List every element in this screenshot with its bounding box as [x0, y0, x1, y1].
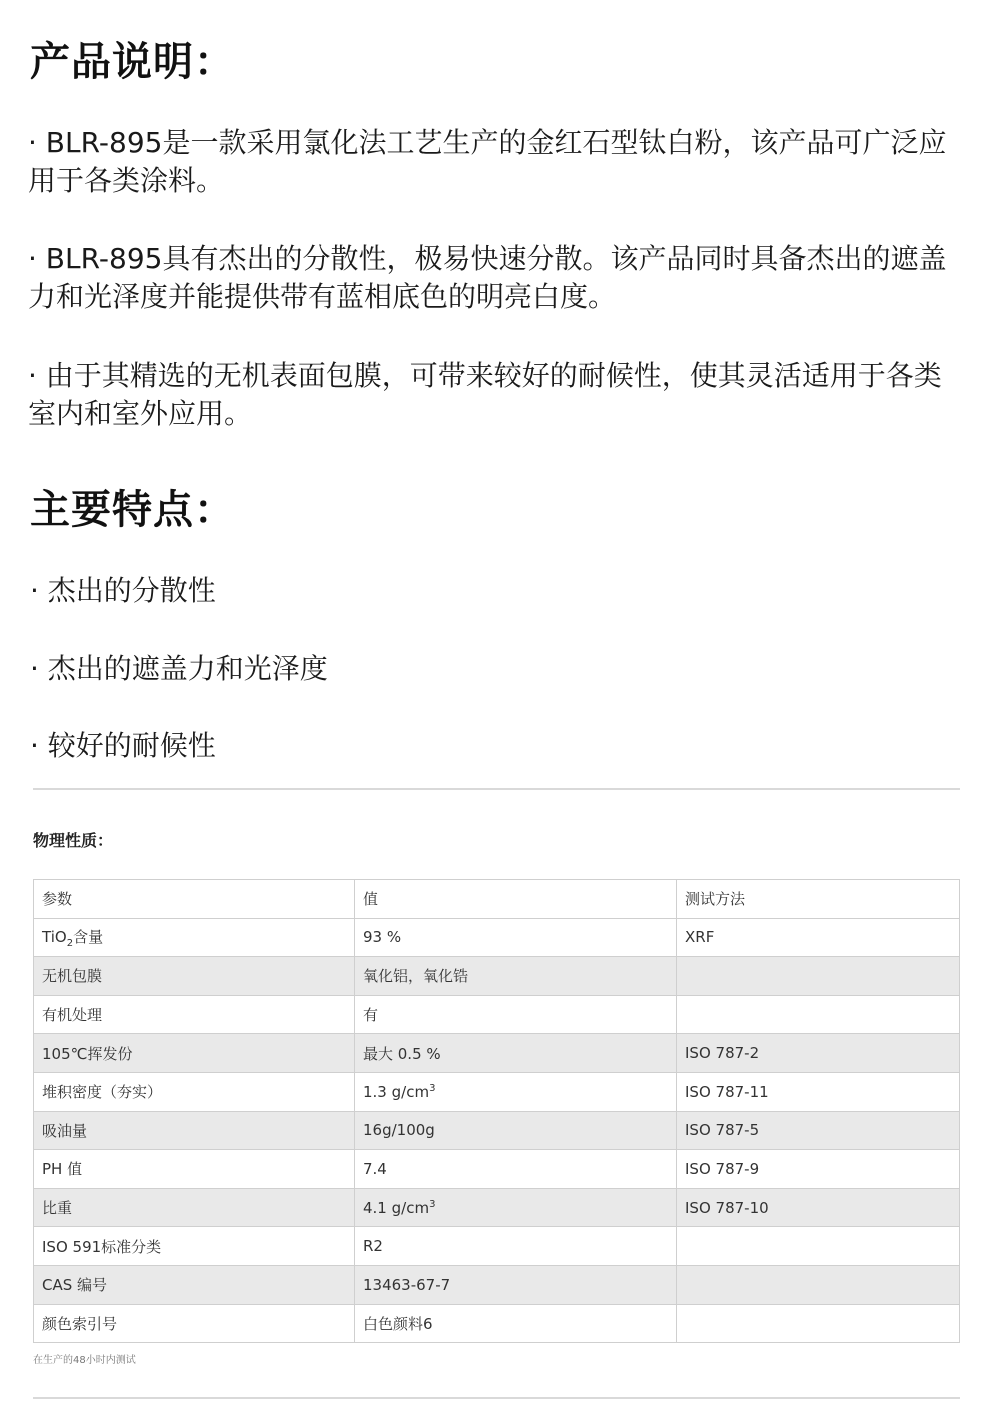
table-row	[34, 957, 960, 996]
method-cell: ISO 787-9	[677, 1150, 960, 1189]
param-cell: 有机处理	[34, 995, 355, 1034]
method-cell	[677, 1265, 960, 1304]
value-cell: 16g/100g	[355, 1111, 677, 1150]
value-cell: 氧化铝，氧化锆	[355, 957, 677, 996]
table-header-row	[34, 880, 960, 919]
table-row	[34, 1072, 960, 1111]
table-row	[34, 1304, 960, 1343]
table-row	[34, 1265, 960, 1304]
divider-top	[33, 788, 960, 790]
method-cell	[677, 995, 960, 1034]
value-cell: 白色颜料6	[355, 1304, 677, 1343]
feature-item-weatherability: · 较好的耐候性	[30, 729, 216, 762]
divider-bottom	[33, 1397, 960, 1399]
table-footnote: 在生产的48小时内测试	[33, 1355, 136, 1366]
description-paragraph-1: · BLR-895是一款采用氯化法工艺生产的金红石型钛白粉，该产品可广泛应用于各类涂料。	[28, 126, 947, 197]
param-cell: 颜色索引号	[34, 1304, 355, 1343]
column-header-value: 值	[355, 880, 677, 919]
column-header-method: 测试方法	[677, 880, 960, 919]
properties-table	[33, 879, 960, 1343]
value-cell: R2	[355, 1227, 677, 1266]
table-row	[34, 1227, 960, 1266]
table-row	[34, 1188, 960, 1227]
table-row	[34, 1034, 960, 1073]
param-cell: 比重	[34, 1188, 355, 1227]
description-paragraph-2: · BLR-895具有杰出的分散性，极易快速分散。该产品同时具备杰出的遮盖力和光泽度并能提供带有蓝相底色的明亮白度。	[28, 242, 947, 313]
value-cell: 最大 0.5 %	[355, 1034, 677, 1073]
description-heading: 产品说明：	[30, 39, 235, 85]
param-cell: 吸油量	[34, 1111, 355, 1150]
table-row	[34, 918, 960, 957]
description-paragraph-3: · 由于其精选的无机表面包膜，可带来较好的耐候性，使其灵活适用于各类室内和室外应用。	[28, 359, 942, 430]
feature-item-hiding-gloss: · 杰出的遮盖力和光泽度	[30, 652, 328, 685]
param-cell: 105℃挥发份	[34, 1034, 355, 1073]
method-cell: ISO 787-11	[677, 1072, 960, 1111]
value-cell: 93 %	[355, 918, 677, 957]
param-cell: 无机包膜	[34, 957, 355, 996]
table-row	[34, 1150, 960, 1189]
param-cell: CAS 编号	[34, 1265, 355, 1304]
method-cell: XRF	[677, 918, 960, 957]
table-row	[34, 1111, 960, 1150]
value-cell: 13463-67-7	[355, 1265, 677, 1304]
method-cell	[677, 1227, 960, 1266]
properties-heading: 物理性质：	[33, 831, 114, 850]
method-cell	[677, 957, 960, 996]
table-row	[34, 995, 960, 1034]
method-cell	[677, 1304, 960, 1343]
param-cell: 堆积密度（夯实）	[34, 1072, 355, 1111]
feature-item-dispersibility: · 杰出的分散性	[30, 574, 216, 607]
method-cell: ISO 787-5	[677, 1111, 960, 1150]
param-cell: PH 值	[34, 1150, 355, 1189]
value-cell: 有	[355, 995, 677, 1034]
value-cell: 4.1 $g/cm^3$	[355, 1188, 677, 1227]
value-cell: 7.4	[355, 1150, 677, 1189]
method-cell: ISO 787-10	[677, 1188, 960, 1227]
features-heading: 主要特点：	[30, 487, 235, 533]
param-cell: TiO$_2$含量	[34, 918, 355, 957]
method-cell: ISO 787-2	[677, 1034, 960, 1073]
value-cell: 1.3 $g/cm^3$	[355, 1072, 677, 1111]
param-cell: ISO 591标准分类	[34, 1227, 355, 1266]
column-header-param: 参数	[34, 880, 355, 919]
